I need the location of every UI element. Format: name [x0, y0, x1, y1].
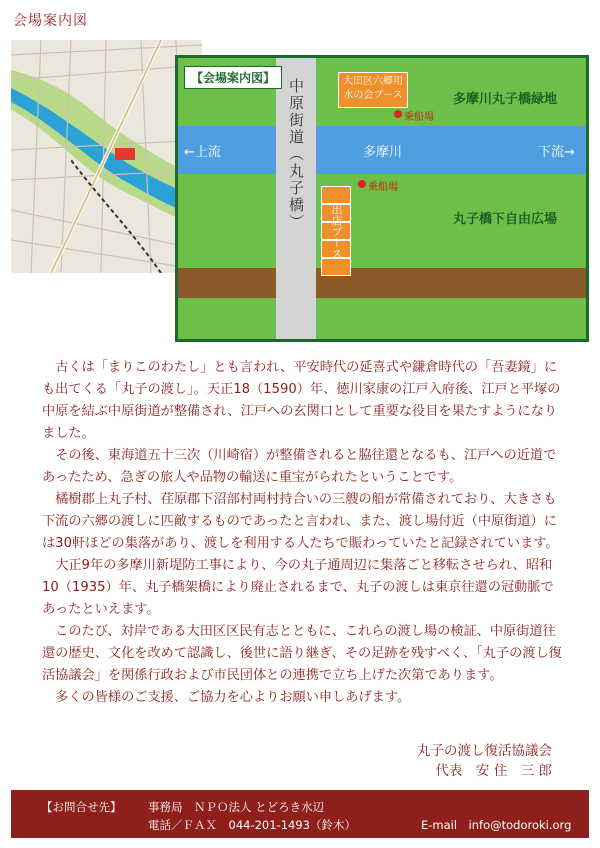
ota-booth-label: 大田区六郷用水の会ブース: [343, 76, 403, 101]
paragraph: 多くの皆様のご支援、ご協力を心よりお願い申しあげます。: [55, 690, 411, 705]
paragraph: 古くは「まりこのわたし」とも言われ、平安時代の延喜式や鎌倉時代の「吾妻鏡」にも出てくる「丸子の渡し」。天正18（1590）年、徳川家康の江戸入府後、江戸と平塚の中原を結ぶ中原街道が整備され、江戸への玄関口として重要な役目を果たすようになりました。: [42, 360, 561, 441]
pier-south-marker: [358, 180, 366, 188]
downstream-label: 下流→: [538, 145, 575, 160]
dirt-band: [178, 268, 586, 298]
body-text: [42, 357, 564, 709]
pier-north-label: 乗船場: [404, 112, 434, 123]
footer-phone: 電話／ＦＡＸ 044-201-1493（鈴木）: [148, 818, 356, 832]
river-label: 多摩川: [363, 145, 403, 160]
road: [276, 58, 316, 339]
paragraph: その後、東海道五十三次（川崎宿）が整備されると脇往還となるも、江戸への近道であったため、急ぎの旅人や品物の輸送に重宝がられたということです。: [42, 448, 557, 485]
locator-map: [11, 40, 202, 273]
road-label: 中原街道（丸子橋）: [287, 78, 305, 231]
north-park-label: 多摩川丸子橋緑地: [453, 92, 558, 107]
footer-inquiry-label: 【お問合せ先】: [41, 800, 122, 814]
section-title: 会場案内図: [13, 13, 88, 29]
ota-booth: [338, 72, 408, 108]
pier-north-marker: [394, 110, 402, 118]
venue-map: [175, 55, 589, 342]
pier-south-label: 乗船場: [368, 182, 398, 193]
signature: [417, 741, 552, 781]
shop-booth-label: 出店ブース: [330, 203, 343, 259]
signature-org: 丸子の渡し復活協議会: [417, 743, 552, 759]
footer-email[interactable]: E-mail info@todoroki.org: [421, 818, 572, 832]
footer-office: 事務局 ＮＰＯ法人 とどろき水辺: [148, 800, 325, 814]
paragraph: このたび、対岸である大田区区民有志とともに、これらの渡し場の検証、中原街道往還の歴史、文化を改めて認識し、後世に語り継ぎ、その足跡を残すべく、「丸子の渡し復活協議会」を関係行政および市民団体との連携で立ち上げた次第であります。: [42, 624, 562, 683]
footer: [11, 790, 589, 838]
paragraph: 橘樹郡上丸子村、荏原郡下沼部村両村持合いの三艘の船が常備されており、大きさも下流の六郷の渡しに匹敵するものであったと言われ、また、渡し場付近（中原街道）には30軒ほどの集落があり、渡しを利用する人たちで賑わっていたと記録されています。: [42, 492, 559, 551]
upstream-label: ←上流: [184, 145, 221, 160]
map-label: 【会場案内図】: [184, 66, 282, 89]
signature-rep: 代表 安 住 三 郎: [435, 763, 552, 779]
paragraph: 大正9年の多摩川新堤防工事により、今の丸子通周辺に集落ごと移転させられ、昭和10（1935）年、丸子橋架橋により廃止されるまで、丸子の渡しは東京往還の冠動脈であったといえます。: [42, 558, 554, 617]
south-park-label: 丸子橋下自由広場: [453, 212, 558, 227]
